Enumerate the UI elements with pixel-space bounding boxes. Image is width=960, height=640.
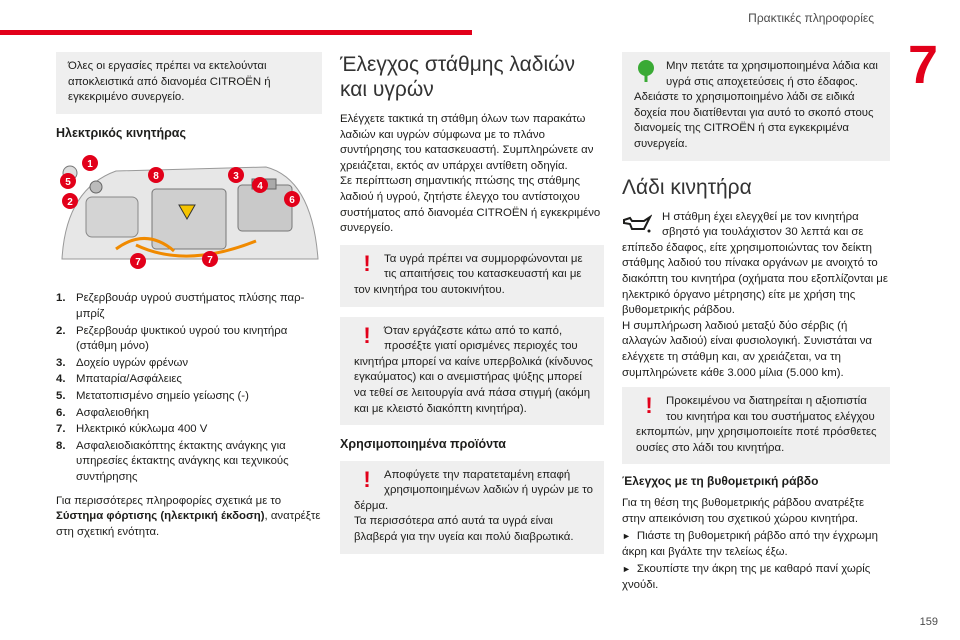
chapter-number: 7 xyxy=(907,35,938,95)
callout-7a xyxy=(130,253,146,269)
legend-item: 5. Μετατοπισμένο σημείο γείωσης (-) xyxy=(56,389,249,402)
legend-item: 1. Ρεζερβουάρ υγρού συστήματος πλύσης παρ-μπρίζ xyxy=(56,292,305,320)
legend-item: 7. Ηλεκτρικό κύκλωμα 400 V xyxy=(56,423,208,436)
column-right xyxy=(622,52,890,596)
column-left xyxy=(56,52,322,546)
svg-text:1: 1 xyxy=(87,159,93,171)
warning-icon: ! xyxy=(363,466,371,492)
callout-7b xyxy=(202,251,218,267)
header-title: Πρακτικές πληροφορίες xyxy=(748,11,874,25)
step-item: ► Σκουπίστε την άκρη της με καθαρό πανί χωρίς χνούδι. xyxy=(622,563,871,592)
warning-note: ! Όταν εργάζεστε κάτω από το καπό, προσέξτε γιατί ορισμένες περιοχές του κινητήρα μπορεί να καίνε υπερβολικά (κίνδυνος εγκαύματος) και ο ανεμιστήρας ψύξης μπορεί να τεθεί σε λειτουργία ανά πάσα στιγμή (ακόμη και με κλειστό διακόπτη κινητήρα). xyxy=(340,317,604,426)
svg-text:6: 6 xyxy=(289,195,295,207)
callout-4 xyxy=(252,177,268,193)
charging-link[interactable]: Σύστημα φόρτισης (ηλεκτρική έκδοση) xyxy=(56,510,265,523)
step-item: ► Πιάστε τη βυθομετρική ράβδο από την έγχρωμη άκρη και βγάλτε την τελείως έξω. xyxy=(622,530,878,558)
page-number: 159 xyxy=(919,616,938,628)
section-title-electric-motor: Ηλεκτρικός κινητήρας xyxy=(56,125,186,140)
svg-text:7: 7 xyxy=(207,255,213,267)
engine-bay-illustration xyxy=(56,149,322,281)
info-note xyxy=(56,52,322,114)
warning-note: ! Αποφύγετε την παρατεταμένη επαφή χρησιμοποιημένων λαδιών ή υγρών με το δέρμα. Τα περισσότερα από αυτά τα υγρά είναι βλαβερά για την υγεία και πολύ διαβρωτικά. xyxy=(340,461,604,554)
oil-can-icon xyxy=(622,212,652,234)
info-note-text: Όλες οι εργασίες πρέπει να εκτελούνται αποκλειστικά από διανομέα CITROËN ή εγκεκριμένο συνεργείο. xyxy=(68,60,271,104)
dipstick-text: Για τη θέση της βυθομετρικής ράβδου ανατρέξτε στην απεικόνιση του σχετικού χώρου κινητήρα. xyxy=(622,497,865,525)
svg-text:2: 2 xyxy=(67,197,73,209)
legend-item: 3. Δοχείο υγρών φρένων xyxy=(56,356,189,369)
warning-icon: ! xyxy=(363,250,371,276)
callout-5 xyxy=(60,173,76,189)
header-rule xyxy=(0,30,472,35)
warning-note: ! Προκειμένου να διατηρείται η αξιοπιστία του κινητήρα και του συστήματος ελέγχου εκπομπών, μην χρησιμοποιείτε ποτέ πρόσθετες ουσίες στο λάδι του κινητήρα. xyxy=(622,387,890,464)
callout-3 xyxy=(228,167,244,183)
callout-8 xyxy=(148,167,164,183)
svg-text:3: 3 xyxy=(233,171,239,183)
arrow-icon: ► xyxy=(622,564,631,575)
warning-note: ! Τα υγρά πρέπει να συμμορφώνονται με τις απαιτήσεις του κατασκευαστή και με τον κινητήρα του αυτοκινήτου. xyxy=(340,245,604,307)
callout-2 xyxy=(62,193,78,209)
charging-reference: Για περισσότερες πληροφορίες σχετικά με το Σύστημα φόρτισης (ηλεκτρική έκδοση), ανατρέξτε στη σχετική ενότητα. xyxy=(56,494,321,538)
intro-text-2: Σε περίπτωση σημαντικής πτώσης της στάθμης λαδιού ή υγρού, ζητήστε έλεγχο του αντίστοιχου συστήματος από διανομέα CITROËN ή εγκεκριμένο συνεργείο. xyxy=(340,175,601,235)
section-title-dipstick: Έλεγχος με τη βυθομετρική ράβδο xyxy=(622,474,819,489)
intro-text: Ελέγχετε τακτικά τη στάθμη όλων των παρακάτω λαδιών και υγρών σύμφωνα με το πλάνο συντήρησης του κατασκευαστή. Συμπληρώνετε αν χρειάζεται, εκτός αν υπάρχει αντίθετη οδηγία. xyxy=(340,113,594,172)
callout-1 xyxy=(82,155,98,171)
legend-item: 4. Μπαταρία/Ασφάλειες xyxy=(56,373,182,386)
arrow-icon: ► xyxy=(622,531,631,542)
svg-text:8: 8 xyxy=(153,171,159,183)
section-title-engine-oil: Λάδι κινητήρα xyxy=(622,175,752,199)
svg-text:7: 7 xyxy=(135,257,141,269)
oil-text-2: Η συμπλήρωση λαδιού μεταξύ δύο σέρβις (ή αλλαγών λαδιού) είναι φυσιολογική. Συνιστάται να ελέγχετε τη στάθμη και, αν χρειάζεται, να τη συμπληρώνετε κάθε 3.000 μίλια (5.000 km). xyxy=(622,319,873,379)
section-title-used-products: Χρησιμοποιημένα προϊόντα xyxy=(340,437,506,452)
component-legend xyxy=(56,291,322,485)
environment-note: Μην πετάτε τα χρησιμοποιημένα λάδια και υγρά στις αποχετεύσεις ή στο έδαφος. Αδειάστε το χρησιμοποιημένο λάδι σε ειδικά δοχεία που διατίθενται για αυτό το σκοπό στους διανομείς της CITROËN ή στα εγκεκριμένα συνεργεία. xyxy=(622,52,890,161)
callout-6 xyxy=(284,191,300,207)
svg-text:4: 4 xyxy=(257,181,263,193)
legend-item: 8. Ασφαλειοδιακόπτης έκτακτης ανάγκης για υπηρεσίες έκτακτης ανάγκης και τεχνικούς συντήρησης xyxy=(56,439,289,483)
oil-text: Η στάθμη έχει ελεγχθεί με τον κινητήρα σβηστό για τουλάχιστον 30 λεπτά και σε επίπεδο έδαφος, είτε χρησιμοποιώντας τον δείκτη στάθμης λαδιού του πίνακα οργάνων με ανοιχτό το διακόπτη του κινητήρα (οχήματα που εξοπλίζονται με ηλεκτρικό όργανο μέτρησης) είτε με χρήση της βυθομετρικής ράβδου. xyxy=(622,210,888,317)
warning-icon: ! xyxy=(645,393,653,419)
tree-icon xyxy=(634,59,658,83)
warning-icon: ! xyxy=(363,322,371,348)
legend-item: 6. Ασφαλειοθήκη xyxy=(56,406,149,419)
svg-text:5: 5 xyxy=(65,177,71,189)
column-middle xyxy=(340,52,604,564)
legend-item: 2. Ρεζερβουάρ ψυκτικού υγρού του κινητήρα (στάθμη μόνο) xyxy=(56,324,288,353)
page-title: Έλεγχος στάθμης λαδιών και υγρών xyxy=(340,53,576,101)
